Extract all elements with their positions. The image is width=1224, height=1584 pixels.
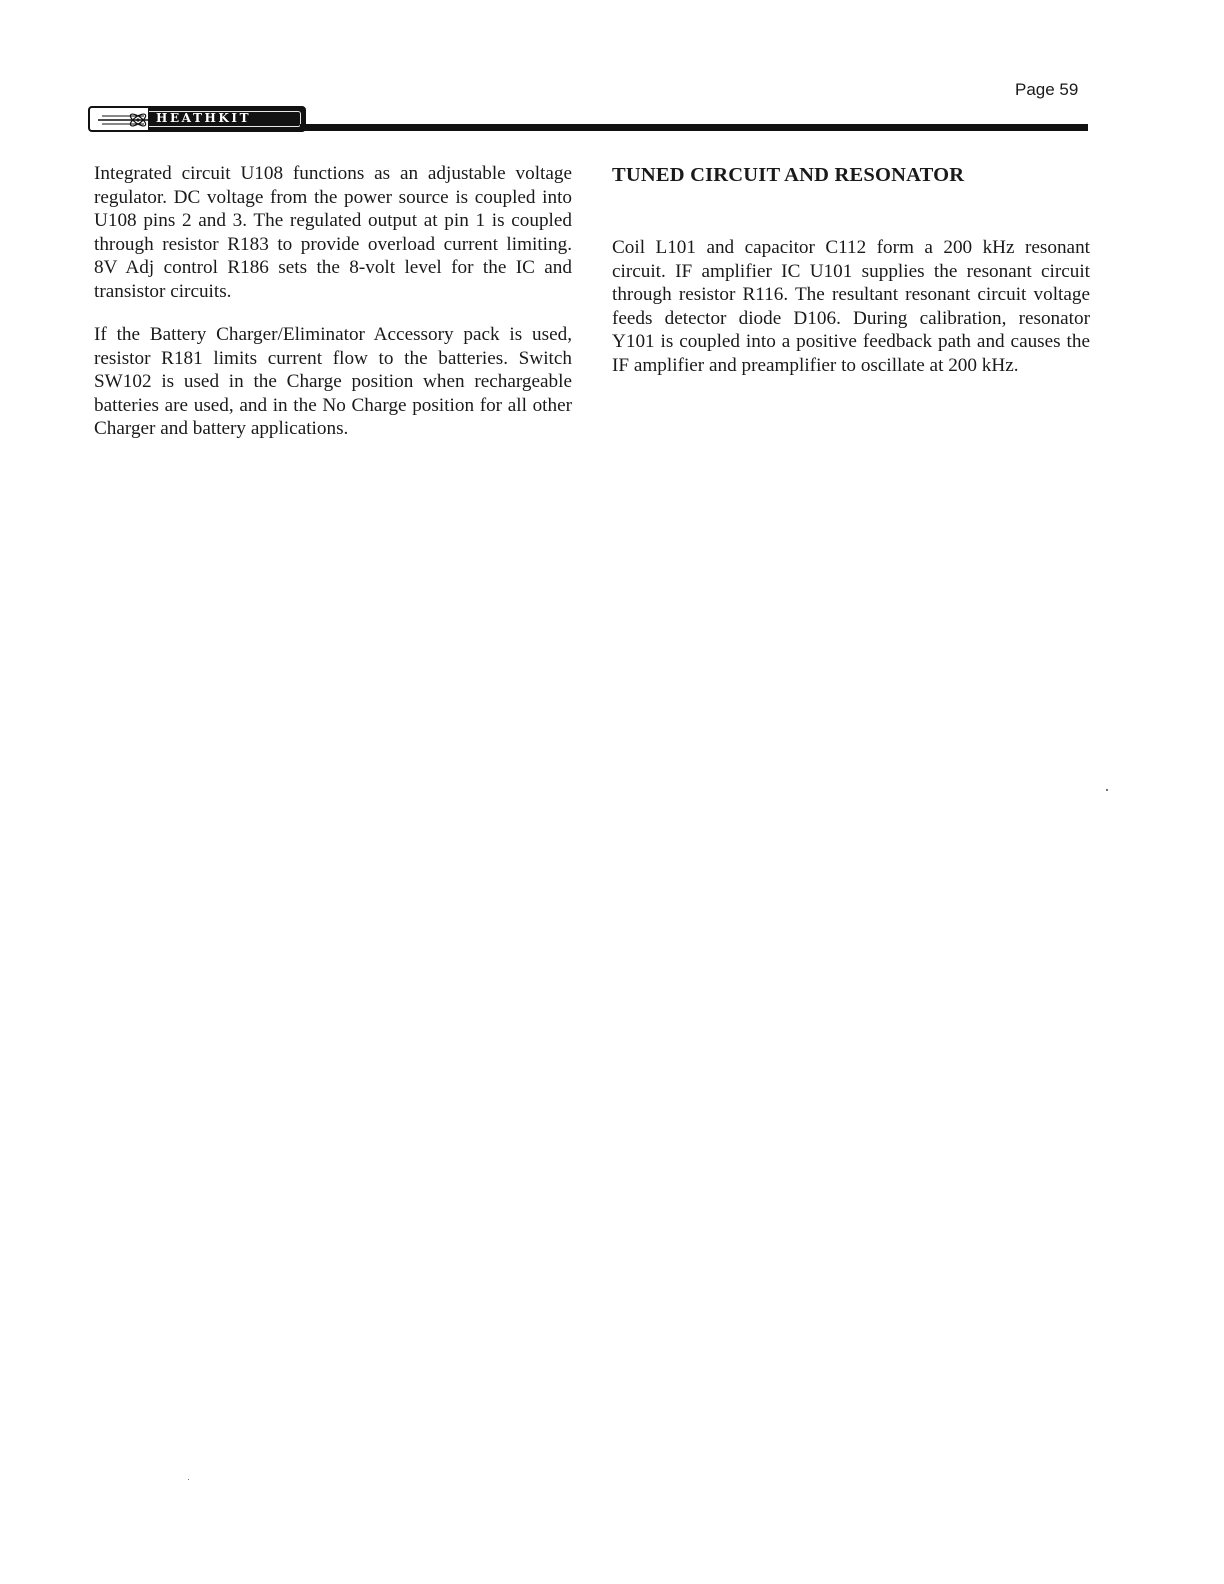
page-number: Page 59 [1015, 80, 1079, 99]
scan-speck [1106, 789, 1108, 791]
paragraph-battery-charger: If the Battery Charger/Eliminator Accessory pack is used, resistor R181 limits current flow to the batteries. Switch SW102 is used in the Charge position when rechargeable batteries are used, and in the No Charge position for all other Charger and battery applications. [94, 324, 572, 439]
right-column [612, 162, 1090, 397]
atom-emblem-icon [98, 110, 150, 130]
paragraph-tuned-circuit: Coil L101 and capacitor C112 form a 200 kHz resonant circuit. IF amplifier IC U101 supplies the resonant circuit through resistor R116. The resultant resonant circuit voltage feeds detector diode D106. During calibration, resonator Y101 is coupled into a positive feedback path and causes the IF amplifier and preamplifier to oscillate at 200 kHz. [612, 237, 1090, 376]
paragraph-voltage-regulator: Integrated circuit U108 functions as an adjustable voltage regulator. DC voltage from the power source is coupled into U108 pins 2 and 3. The regulated output at pin 1 is coupled through resistor R183 to provide overload current limiting. 8V Adj control R186 sets the 8-volt level for the IC and transistor circuits. [94, 163, 572, 302]
heathkit-logo [88, 106, 306, 132]
header-rule [300, 124, 1088, 131]
scan-speck [188, 1479, 189, 1480]
logo-wordmark: HEATHKIT [156, 111, 252, 125]
left-column [94, 162, 572, 461]
section-heading: TUNED CIRCUIT AND RESONATOR [612, 164, 965, 186]
